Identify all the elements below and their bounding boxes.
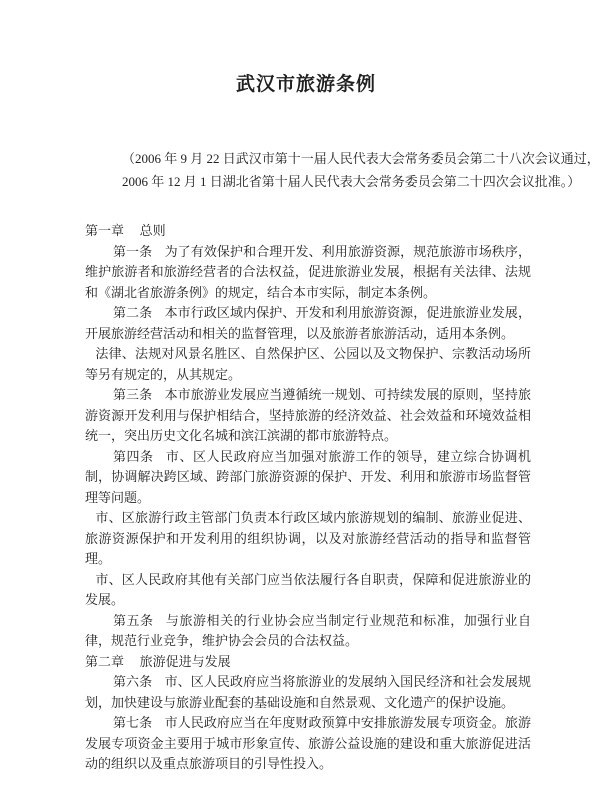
- article-text: 市、区人民政府应当将旅游业的发展纳入国民经济和社会发展规划，加快建设与旅游业配套的基础设施和自然景观、文化遗产的保护设施。: [85, 674, 531, 710]
- chapter-label: 第一章: [85, 223, 125, 238]
- article-1: [85, 242, 531, 304]
- article-text: 为了有效保护和合理开发、利用旅游资源，规范旅游市场秩序，维护旅游者和旅游经营者的合法权益，促进旅游业发展，根据有关法律、法规和《湖北省旅游条例》的规定，结合本市实际，制定本条例。: [85, 243, 531, 300]
- chapter-heading-1: [85, 221, 531, 242]
- chapter-heading-2: [85, 652, 531, 673]
- article-number: 第六条: [112, 674, 153, 689]
- article-2: [85, 303, 531, 344]
- article-text: 本市行政区域内保护、开发和利用旅游资源，促进旅游业发展，开展旅游经营活动和相关的监督管理，以及旅游者旅游活动，适用本条例。: [85, 305, 531, 341]
- chapter-label: 第二章: [85, 653, 125, 669]
- article-number: 第七条: [112, 715, 153, 730]
- article-number: 第二条: [112, 305, 153, 320]
- article-4-paragraph-2: 市、区旅游行政主管部门负责本行政区域内旅游规划的编制、旅游业促进、旅游资源保护和开发利用的组织协调，以及对旅游经营活动的指导和监督管理。: [85, 510, 531, 566]
- chapter-title: 旅游促进与发展: [139, 653, 231, 669]
- chapter-title: 总则: [139, 223, 166, 238]
- article-7: [85, 713, 531, 775]
- preamble-line-2: 2006 年 12 月 1 日湖北省第十届人民代表大会常务委员会第二十四次会议批准。）: [122, 174, 581, 189]
- preamble-line-1: （2006 年 9 月 22 日武汉市第十一届人民代表大会常务委员会第二十八次会议通过，: [122, 151, 600, 166]
- article-text: 市人民政府应当在年度财政预算中安排旅游发展专项资金。旅游发展专项资金主要用于城市形象宣传、旅游公益设施的建设和重大旅游促进活动的组织以及重点旅游项目的引导性投入。: [85, 715, 531, 771]
- article-4: [85, 447, 531, 509]
- document-body: [85, 221, 531, 775]
- article-number: 第三条: [112, 387, 153, 402]
- article-number: 第一条: [112, 243, 153, 259]
- article-2-paragraph-2: 法律、法规对风景名胜区、自然保护区、公园以及文物保护、宗教活动场所等另有规定的，从其规定。: [85, 346, 531, 382]
- article-number: 第五条: [112, 612, 154, 628]
- article-6: [85, 672, 531, 713]
- document-title: 武汉市旅游条例: [235, 74, 376, 95]
- article-4-paragraph-3: 市、区人民政府其他有关部门应当依法履行各自职责，保障和促进旅游业的发展。: [85, 571, 531, 607]
- article-number: 第四条: [112, 448, 154, 464]
- article-text: 本市旅游业发展应当遵循统一规划、可持续发展的原则，坚持旅游资源开发利用与保护相结合，坚持旅游的经济效益、社会效益和环境效益相统一，突出历史文化名城和滨江滨湖的都市旅游特点。: [85, 387, 531, 443]
- article-text: 市、区人民政府应当加强对旅游工作的领导，建立综合协调机制，协调解决跨区域、跨部门旅游资源的保护、开发、利用和旅游市场监督管理等问题。: [85, 448, 531, 505]
- preamble: [122, 147, 612, 193]
- article-5: [85, 611, 531, 652]
- article-3: [85, 385, 531, 447]
- article-text: 与旅游相关的行业协会应当制定行业规范和标准，加强行业自律，规范行业竞争，维护协会会员的合法权益。: [85, 612, 531, 648]
